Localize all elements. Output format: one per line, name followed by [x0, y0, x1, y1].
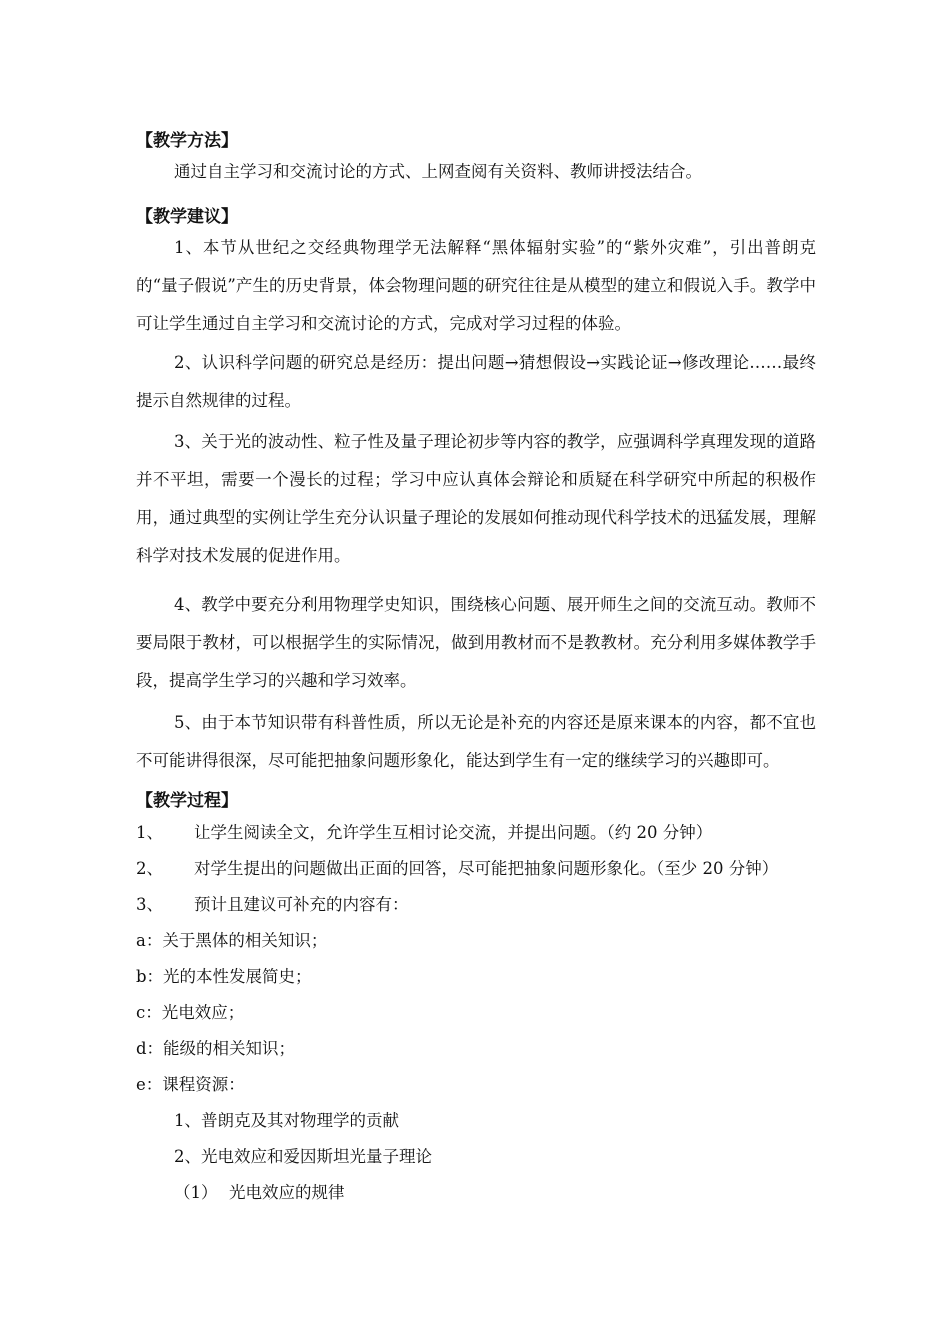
step-text: 对学生提出的问题做出正面的回答，尽可能把抽象问题形象化。（至少 20 分钟）	[194, 859, 779, 878]
topic-item-b: b：光的本性发展简史；	[136, 967, 312, 986]
resource-subitem-1	[174, 1181, 345, 1205]
step-number: 2、	[136, 859, 163, 878]
resource-item-2: 2、光电效应和爱因斯坦光量子理论	[174, 1147, 432, 1166]
process-step-2	[136, 857, 778, 881]
topic-item-e: e：课程资源：	[136, 1075, 245, 1094]
topic-item-a: a：关于黑体的相关知识；	[136, 931, 328, 950]
topic-item-c: c：光电效应；	[136, 1003, 245, 1022]
subitem-text: 光电效应的规律	[229, 1183, 345, 1202]
suggestion-paragraph-2: 2、认识科学问题的研究总是经历：提出问题→猜想假设→实践论证→修改理论……最终提示自然规律的过程。	[136, 353, 816, 410]
suggestion-paragraph-4: 4、教学中要充分利用物理学史知识，围绕核心问题、展开师生之间的交流互动。教师不要局限于教材，可以根据学生的实际情况，做到用教材而不是教教材。充分利用多媒体教学手段，提高学生学习的兴趣和学习效率。	[136, 595, 816, 690]
section-heading-suggestions: 【教学建议】	[136, 207, 238, 227]
step-text: 让学生阅读全文，允许学生互相讨论交流，并提出问题。（约 20 分钟）	[194, 823, 713, 842]
suggestion-paragraph-3: 3、关于光的波动性、粒子性及量子理论初步等内容的教学，应强调科学真理发现的道路并不平坦，需要一个漫长的过程；学习中应认真体会辩论和质疑在科学研究中所起的积极作用，通过典型的实例让学生充分认识量子理论的发展如何推动现代科学技术的迅猛发展，理解科学对技术发展的促进作用。	[136, 432, 816, 565]
suggestion-paragraph-5: 5、由于本节知识带有科普性质，所以无论是补充的内容还是原来课本的内容，都不宜也不可能讲得很深，尽可能把抽象问题形象化，能达到学生有一定的继续学习的兴趣即可。	[136, 713, 816, 770]
step-text: 预计且建议可补充的内容有：	[194, 895, 409, 914]
subitem-number: （1）	[174, 1183, 218, 1202]
step-number: 1、	[136, 823, 163, 842]
step-number: 3、	[136, 895, 163, 914]
topic-item-d: d：能级的相关知识；	[136, 1039, 296, 1058]
process-step-1	[136, 821, 712, 845]
process-step-3	[136, 893, 409, 917]
resource-item-1: 1、普朗克及其对物理学的贡献	[174, 1111, 399, 1130]
section-heading-process: 【教学过程】	[136, 791, 238, 811]
section-heading-methods: 【教学方法】	[136, 131, 238, 151]
suggestion-paragraph-1: 1、本节从世纪之交经典物理学无法解释“黑体辐射实验”的“紫外灾难”，引出普朗克的“量子假说”产生的历史背景，体会物理问题的研究往往是从模型的建立和假说入手。教学中可让学生通过自主学习和交流讨论的方式，完成对学习过程的体验。	[136, 238, 816, 333]
methods-paragraph: 通过自主学习和交流讨论的方式、上网查阅有关资料、教师讲授法结合。	[174, 162, 702, 181]
